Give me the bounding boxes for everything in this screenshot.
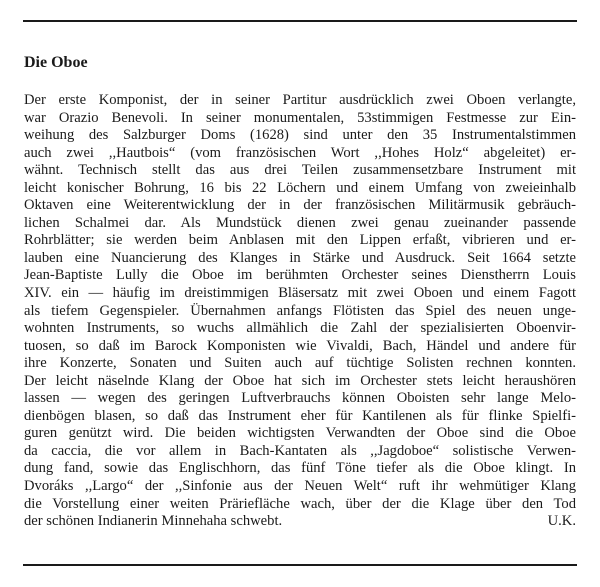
body-line: leicht konischer Bohrung, 16 bis 22 Löchern und einem Umfang von zweieinhalb bbox=[24, 179, 576, 196]
body-line: ihre Konzerte, Sonaten und Suiten auch auf tüchtige Solisten rechnen konnten. bbox=[24, 355, 576, 372]
bottom-rule bbox=[23, 564, 577, 566]
body-line: dienbögen blasen, so daß das Instrument eher für Kantilenen als für flinke Spielfi- bbox=[24, 407, 576, 424]
article-title: Die Oboe bbox=[24, 54, 88, 71]
body-line-last bbox=[24, 513, 576, 531]
body-line: lichen Schalmei dar. Als Mundstück dienen zwei genau zueinander passende bbox=[24, 214, 576, 231]
body-line: tuosen, so daß im Barock Komponisten wie Vivaldi, Bach, Händel und andere für bbox=[24, 337, 576, 354]
last-line-text: der schönen Indianerin Minnehaha schwebt. bbox=[24, 513, 283, 530]
body-line: dung fand, sowie das Englischhorn, das fünf Töne tiefer als die Oboe klingt. In bbox=[24, 460, 576, 477]
body-line: Der leicht näselnde Klang der Oboe hat sich im Orchester stets leicht heraushören bbox=[24, 372, 576, 389]
body-line: weihung des Salzburger Doms (1628) sind unter den 35 Instrumentalstimmen bbox=[24, 127, 576, 144]
body-line: XIV. ein — häufig im dreistimmigen Bläsersatz mit zwei Oboen und einem Fagott bbox=[24, 285, 576, 302]
body-line: wähnt. Technisch stellt das aus drei Teilen zusammensetzbare Instrument mit bbox=[24, 162, 576, 179]
top-rule bbox=[23, 20, 577, 22]
body-line: war Orazio Benevoli. In seiner monumentalen, 53stimmigen Festmesse zur Ein- bbox=[24, 109, 576, 126]
body-line: Der erste Komponist, der in seiner Partitur ausdrücklich zwei Oboen verlangte, bbox=[24, 92, 576, 108]
body-line: Jean-Baptiste Lully die Oboe im berühmten Orchester seines Dienstherrn Louis bbox=[24, 267, 576, 284]
body-line: lassen — wegen des geringen Luftverbrauchs können Oboisten sehr lange Melo- bbox=[24, 390, 576, 407]
body-line: Oktaven eine Weiterentwicklung der in der französischen Militärmusik gebräuch- bbox=[24, 197, 576, 214]
body-line: lauben eine Nuancierung des Klanges in Stärke und Ausdruck. Seit 1664 setzte bbox=[24, 249, 576, 266]
body-line: Dvoráks ,,Largo“ der ,,Sinfonie aus der Neuen Welt“ ruft ihr wehmütiger Klang bbox=[24, 478, 576, 495]
body-line: da caccia, die vor allem in Bach-Kantaten als ,,Jagdoboe“ solistische Verwen- bbox=[24, 442, 576, 459]
body-line: wohnten Instruments, so wuchs allmählich die Zahl der spezialisierten Oboenvir- bbox=[24, 320, 576, 337]
body-line: auch zwei ,,Hautbois“ (vom französischen Wort ,,Hohes Holz“ abgeleitet) er- bbox=[24, 144, 576, 161]
article-body bbox=[24, 92, 576, 531]
body-line: Rohrblätter; sie werden beim Anblasen mit den Lippen erfaßt, vibrieren und er- bbox=[24, 232, 576, 249]
body-line: als tiefem Gegenspieler. Übernahmen anfangs Flötisten das Spiel des neuen unge- bbox=[24, 302, 576, 319]
body-line: die Vorstellung einer weiten Präriefläche wach, über der die Klage über den Tod bbox=[24, 495, 576, 512]
body-line: guren genützt wird. Die beiden wichtigsten Verwandten der Oboe sind die Oboe bbox=[24, 425, 576, 442]
author-signature: U.K. bbox=[547, 513, 576, 530]
